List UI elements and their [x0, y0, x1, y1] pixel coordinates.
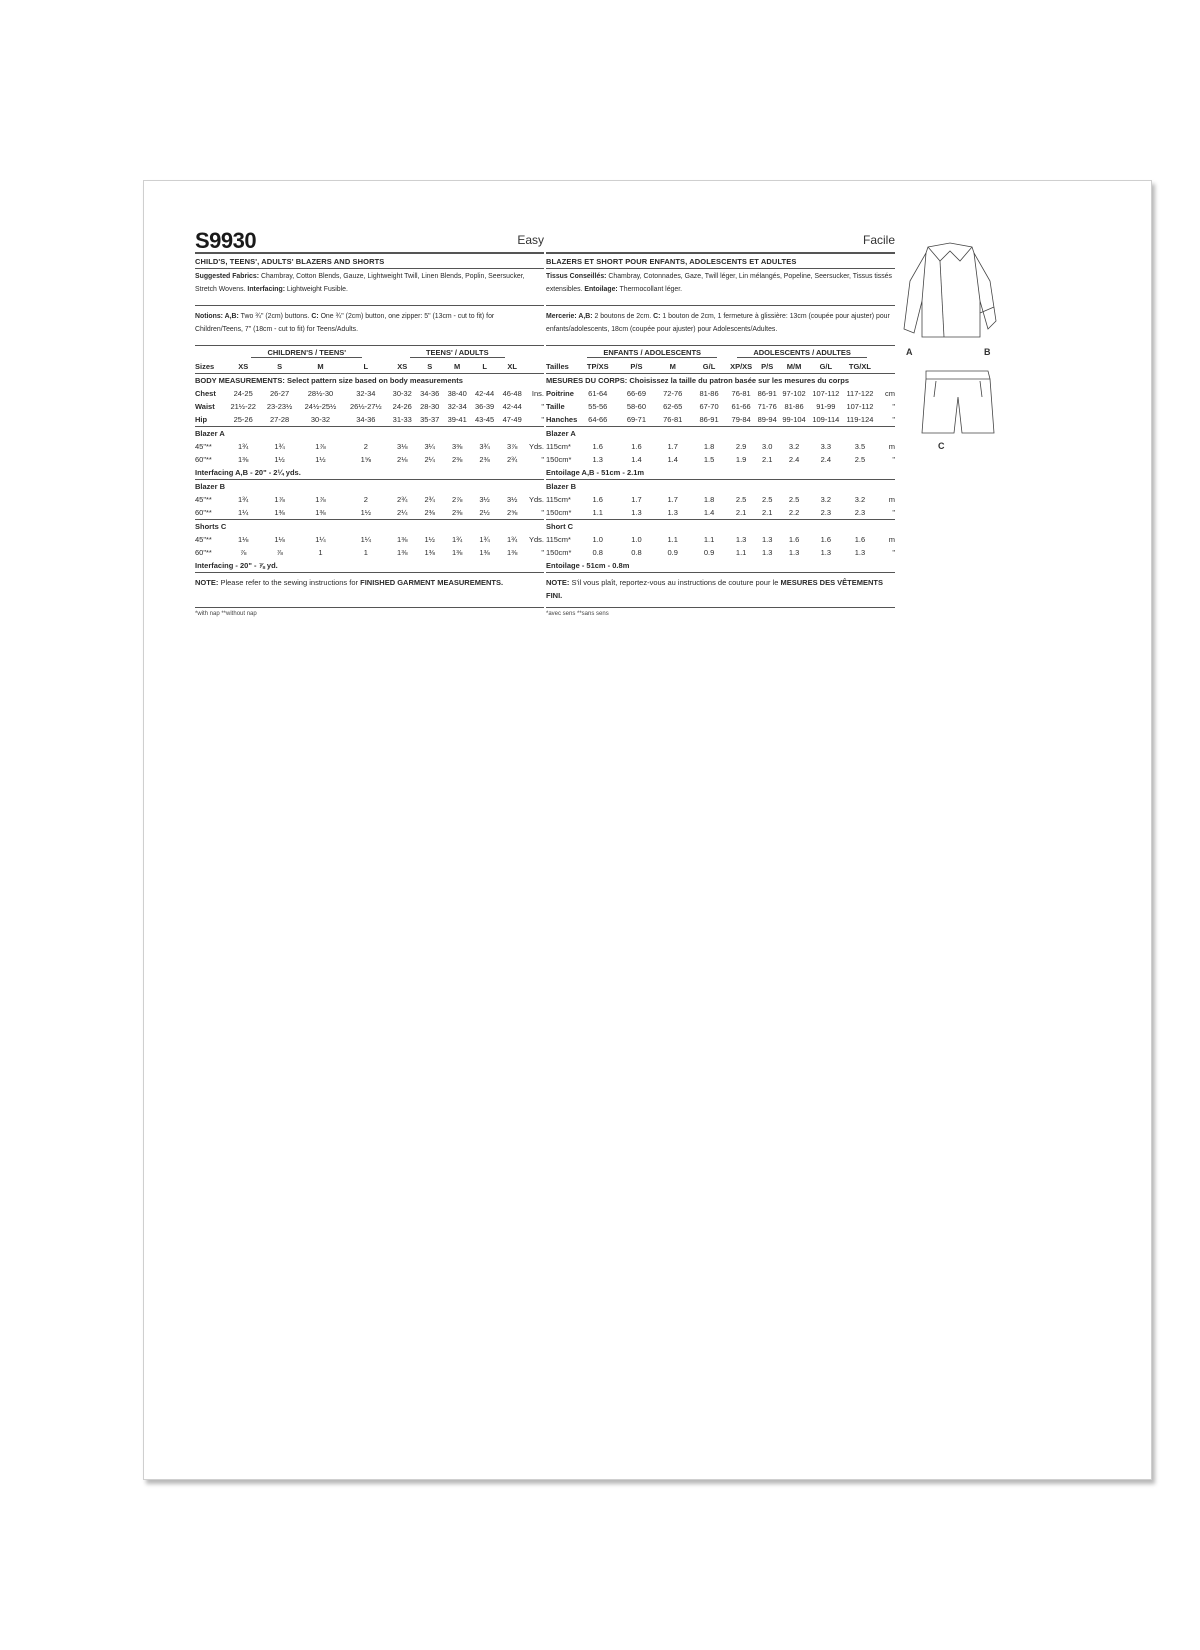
- view-c-label: C: [938, 441, 945, 451]
- difficulty-level-fr: Facile: [862, 233, 895, 247]
- size-header: P/S: [755, 360, 779, 374]
- footnote: *with nap **without nap: [195, 607, 544, 617]
- size-header: L: [471, 360, 498, 374]
- english-column: [195, 181, 544, 617]
- size-header: TG/XL: [843, 360, 877, 374]
- size-header: M: [655, 360, 691, 374]
- sizes-label: Sizes: [195, 360, 225, 374]
- size-header: M: [298, 360, 343, 374]
- size-header: XS: [389, 360, 416, 374]
- size-header: L: [343, 360, 388, 374]
- size-header: S: [261, 360, 297, 374]
- yardage-row: 115cm* 1.0 1.0 1.1 1.1 1.3 1.3 1.6 1.6 1.6 m: [546, 535, 895, 544]
- yardage-row: 150cm* 0.8 0.8 0.9 0.9 1.1 1.3 1.3 1.3 1.3 ": [546, 548, 895, 557]
- body-measurement-row: Waist 21½-22 23-23½ 24½-25½ 26½-27½ 24-26 28-30 32-34 36-39 42-44 ": [195, 402, 544, 411]
- size-header: XP/XS: [727, 360, 755, 374]
- size-group-2: TEENS' / ADULTS: [410, 348, 505, 358]
- yardage-row: 45"** 1¾ 1¾ 1⅞ 2 3⅛ 3¼ 3⅜ 3¾ 3⅞ Yds.: [195, 442, 544, 451]
- sizes-label: Tailles: [546, 360, 577, 374]
- size-group-1: CHILDREN'S / TEENS': [251, 348, 362, 358]
- interfacing-row: Entoilage A,B - 51cm - 2.1m: [546, 466, 895, 480]
- body-measurements-heading: BODY MEASUREMENTS: Select pattern size based on body measurements: [195, 376, 463, 385]
- size-header: G/L: [691, 360, 727, 374]
- pattern-title: CHILD'S, TEENS', ADULTS' BLAZERS AND SHORTS: [195, 257, 385, 266]
- body-measurement-row: Taille 55-56 58-60 62-65 67-70 61-66 71-76 81-86 91-99 107-112 ": [546, 402, 895, 411]
- yardage-row: 115cm* 1.6 1.6 1.7 1.8 2.9 3.0 3.2 3.3 3.5 m: [546, 442, 895, 451]
- size-header: XS: [225, 360, 261, 374]
- size-group-2: ADOLESCENTS / ADULTES: [737, 348, 867, 358]
- yardage-row: 150cm* 1.3 1.4 1.4 1.5 1.9 2.1 2.4 2.4 2.5 ": [546, 455, 895, 464]
- view-section-heading: Shorts C: [195, 522, 227, 531]
- blazer-drawing-icon: [900, 241, 1000, 351]
- pattern-envelope-back: [143, 180, 1152, 1480]
- note: NOTE: Please refer to the sewing instructions for FINISHED GARMENT MEASUREMENTS.: [195, 578, 504, 587]
- french-column: [546, 181, 895, 617]
- difficulty-level: Easy: [517, 233, 544, 247]
- body-measurement-row: Hanches 64-66 69-71 76-81 86-91 79-84 89-94 99-104 109-114 119-124 ": [546, 413, 895, 427]
- body-measurement-row: Hip 25-26 27-28 30-32 34-36 31-33 35-37 39-41 43-45 47-49 ": [195, 413, 544, 427]
- view-section-heading: Short C: [546, 522, 574, 531]
- body-measurement-row: Chest 24-25 26-27 28½-30 32-34 30-32 34-36 38-40 42-44 46-48 Ins.: [195, 389, 544, 398]
- pattern-code: S9930: [195, 228, 257, 253]
- view-section-heading: Blazer B: [546, 482, 577, 491]
- fabrics-paragraph-fr: Tissus Conseillés: Chambray, Cotonnades, Gaze, Twill léger, Lin mélangés, Popeline, Seersucker, Tissus tissés extensibles. Entoilage: Thermocollant léger.: [546, 271, 892, 293]
- yardage-row: 60"** 1⅜ 1½ 1½ 1⅝ 2⅛ 2¼ 2⅜ 2⅜ 2¾ ": [195, 455, 544, 464]
- view-section-heading: Blazer A: [546, 429, 576, 438]
- notions-paragraph-fr: Mercerie: A,B: 2 boutons de 2cm. C: 1 bouton de 2cm, 1 fermeture à glissière: 13cm (coupée pour ajuster) pour enfants/adolescents, 18cm (coupée pour ajuster) pour Adolescents/Adultes.: [546, 311, 890, 333]
- view-section-heading: Blazer B: [195, 482, 226, 491]
- fabrics-paragraph: Suggested Fabrics: Chambray, Cotton Blends, Gauze, Lightweight Twill, Linen Blends, Poplin, Seersucker, Stretch Wovens. Interfacing: Lightweight Fusible.: [195, 271, 525, 293]
- yardage-row: 60"** 1¼ 1⅜ 1⅜ 1½ 2¼ 2⅜ 2⅜ 2½ 2⅝ ": [195, 506, 544, 520]
- size-header: M: [443, 360, 470, 374]
- size-header: G/L: [809, 360, 843, 374]
- size-header: S: [416, 360, 443, 374]
- pattern-title-fr: BLAZERS ET SHORT POUR ENFANTS, ADOLESCENTS ET ADULTES: [546, 257, 797, 266]
- body-measurements-heading: MESURES DU CORPS: Choisissez la taille du patron basée sur les mesures du corps: [546, 376, 850, 385]
- interfacing-row: Interfacing A,B - 20" - 2¼ yds.: [195, 466, 544, 480]
- view-a-label: A: [906, 347, 913, 357]
- yardage-row: 150cm* 1.1 1.3 1.3 1.4 2.1 2.1 2.2 2.3 2.3 ": [546, 506, 895, 520]
- yardage-row: 115cm* 1.6 1.7 1.7 1.8 2.5 2.5 2.5 3.2 3.2 m: [546, 495, 895, 504]
- shorts-drawing-icon: [918, 367, 998, 447]
- size-yardage-table: [195, 346, 544, 573]
- interfacing-row: Entoilage - 51cm - 0.8m: [546, 559, 895, 573]
- body-measurement-row: Poitrine 61-64 66-69 72-76 81-86 76-81 86-91 97-102 107-112 117-122 cm: [546, 389, 895, 398]
- size-header: TP/XS: [577, 360, 618, 374]
- view-b-label: B: [984, 347, 991, 357]
- note-fr: NOTE: S'il vous plaît, reportez-vous au instructions de couture pour le MESURES DES VÊTEMENTS FINI.: [546, 578, 884, 600]
- view-section-heading: Blazer A: [195, 429, 225, 438]
- notions-paragraph: Notions: A,B: Two ¾" (2cm) buttons. C: One ¾" (2cm) button, one zipper: 5" (13cm - cut to fit) for Children/Teens, 7" (18cm - cut to fit) for Teens/Adults.: [195, 311, 495, 333]
- yardage-row: 45"** 1¾ 1⅞ 1⅞ 2 2¾ 2¾ 2⅞ 3½ 3½ Yds.: [195, 495, 544, 504]
- footnote-fr: *avec sens **sans sens: [546, 607, 895, 617]
- size-header: M/M: [779, 360, 808, 374]
- technical-drawings: [900, 241, 1000, 461]
- size-group-1: ENFANTS / ADOLESCENTS: [587, 348, 717, 358]
- size-header: XL: [498, 360, 526, 374]
- size-header: P/S: [618, 360, 654, 374]
- interfacing-row: Interfacing - 20" - ⅞ yd.: [195, 559, 544, 573]
- size-yardage-table-fr: [546, 346, 895, 573]
- yardage-row: 45"** 1⅛ 1⅛ 1¼ 1¼ 1⅜ 1½ 1¾ 1¾ 1¾ Yds.: [195, 535, 544, 544]
- yardage-row: 60"** ⅞ ⅞ 1 1 1⅜ 1⅜ 1⅜ 1⅜ 1⅜ ": [195, 548, 544, 557]
